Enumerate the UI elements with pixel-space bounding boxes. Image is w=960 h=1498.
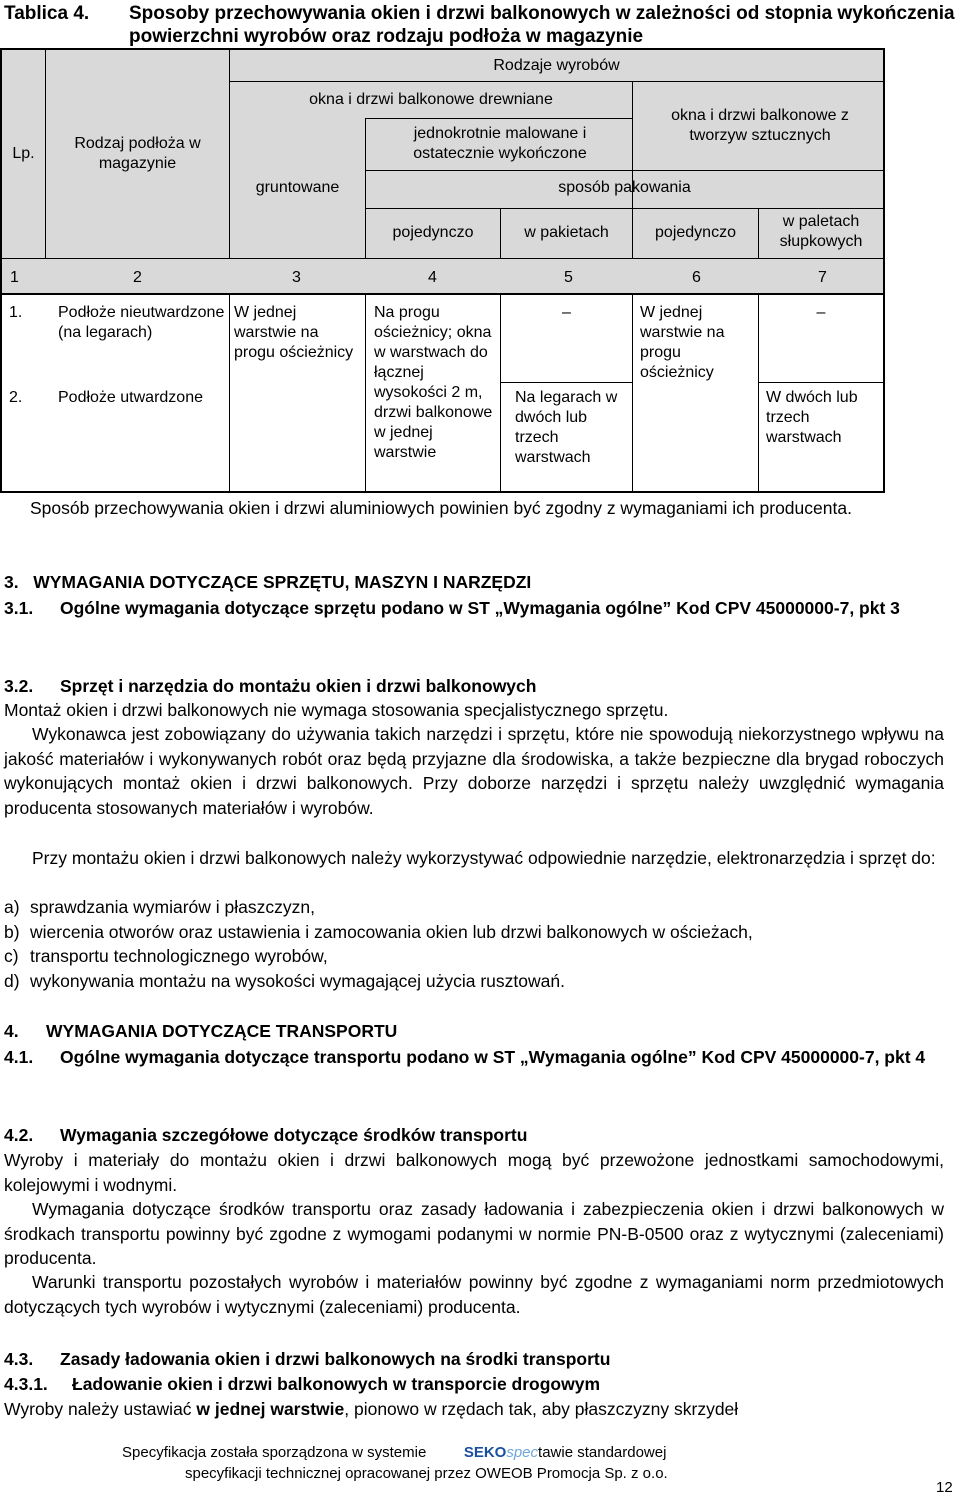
paragraph-wykonawca: Wykonawca jest zobowiązany do używania takich narzędzi i sprzętu, które nie spowodują niekorzystnego wpływu na jakość materiałów i wykonywanych robót oraz będą przyjazne dla środowiska, a także bezpieczne dla brygad roboczych wykonujących montaż okien i drzwi balkonowych. Przy doborze narzędzi i sprzętu należy uwzględnić wymagania producenta stosowanych materiałów i wyrobów. bbox=[4, 724, 944, 818]
cell-primed-single: W jednej warstwie na progu ościeżnicy bbox=[234, 304, 354, 361]
col-number-7: 7 bbox=[818, 269, 827, 286]
tool-list bbox=[4, 895, 944, 993]
paragraph-wymagania: Wymagania dotyczące środków transportu oraz zasady ładowania i zabezpieczenia okien i drzwi balkonowych w środkach transportu powinny być zgodne z wymogami podanymi w normie PN-B-0500 oraz z wytycznymi (zaleceniami) producenta. bbox=[4, 1199, 944, 1268]
col-number-6: 6 bbox=[692, 269, 701, 286]
row2-number: 2. bbox=[9, 389, 23, 406]
row2-substrate: Podłoże utwardzone bbox=[58, 389, 203, 406]
list-item: b) wiercenia otworów oraz ustawienia i zamocowania okien lub drzwi balkonowych w ościeżach, bbox=[4, 921, 753, 942]
list-item: c) transportu technologicznego wyrobów, bbox=[4, 946, 328, 966]
list-item: d) wykonywania montażu na wysokości wymagającej użycia rusztowań. bbox=[4, 970, 565, 991]
storage-table bbox=[0, 48, 960, 493]
header-plastic: okna i drzwi balkonowe z tworzyw sztucznych bbox=[671, 107, 849, 144]
header-lp: Lp. bbox=[12, 145, 35, 162]
cell-plastic-single: W jednej warstwie na progu ościeżnicy bbox=[640, 304, 725, 381]
header-product-types: Rodzaje wyrobów bbox=[493, 57, 620, 74]
section-4-heading: 4. WYMAGANIA DOTYCZĄCE TRANSPORTU bbox=[4, 1021, 398, 1041]
header-packets: w pakietach bbox=[524, 224, 609, 241]
col-number-3: 3 bbox=[292, 269, 301, 286]
header-single-1: pojedynczo bbox=[392, 224, 474, 241]
paragraph-montaz: Montaż okien i drzwi balkonowych nie wymaga stosowania specjalistycznego sprzętu. bbox=[4, 700, 669, 720]
header-substrate: Rodzaj podłoża w magazynie bbox=[74, 135, 201, 172]
cell-packets-row1: – bbox=[562, 304, 571, 321]
section-3-1-heading: 3.1. Ogólne wymagania dotyczące sprzętu podano w ST „Wymagania ogólne” Kod CPV 45000000-7, pkt 3 bbox=[4, 598, 900, 618]
paragraph-ustawianie: Wyroby należy ustawiać w jednej warstwie, pionowo w rzędach tak, aby płaszczyzny skrzydeł bbox=[4, 1399, 739, 1419]
section-3-heading: 3. WYMAGANIA DOTYCZĄCE SPRZĘTU, MASZYN I NARZĘDZI bbox=[4, 572, 532, 592]
footer-line-2: specyfikacji technicznej opracowanej przez OWEOB Promocja Sp. z o.o. bbox=[185, 1465, 668, 1482]
col-number-2: 2 bbox=[133, 269, 142, 286]
header-packing: sposób pakowania bbox=[558, 179, 691, 196]
page-number: 12 bbox=[936, 1479, 953, 1496]
cell-pallets-row2: W dwóch lub trzech warstwach bbox=[766, 389, 858, 446]
paragraph-warunki: Warunki transportu pozostałych wyrobów i materiałów powinny być zgodne z wymaganiami norm przedmiotowych dotyczących tych wyrobów i wytycznymi (zaleceniami) producenta. bbox=[4, 1272, 944, 1317]
list-item: a) sprawdzania wymiarów i płaszczyzn, bbox=[4, 897, 315, 917]
col-number-5: 5 bbox=[564, 269, 573, 286]
cell-painted-single: Na progu ościeżnicy; okna w warstwach do łącznej wysokości 2 m, drzwi balkonowe w jednej warstwie bbox=[374, 304, 493, 461]
cell-packets-row2: Na legarach w dwóch lub trzech warstwach bbox=[515, 389, 618, 466]
header-primed: gruntowane bbox=[255, 179, 340, 196]
header-pallets: w paletach słupkowych bbox=[779, 213, 863, 250]
paragraph-wyroby: Wyroby i materiały do montażu okien i drzwi balkonowych mogą być przewożone jednostkami samochodowymi, kolejowymi i wodnymi. bbox=[4, 1150, 944, 1195]
row1-substrate: Podłoże nieutwardzone (na legarach) bbox=[58, 304, 225, 341]
table-caption: Sposoby przechowywania okien i drzwi balkonowych w zależności od stopnia wykończenia powierzchni wyrobów oraz rodzaju podłoża w magazynie bbox=[129, 3, 955, 47]
paragraph-aluminium: Sposób przechowywania okien i drzwi aluminiowych powinien być zgodny z wymaganiami ich producenta. bbox=[30, 498, 852, 518]
col-number-4: 4 bbox=[428, 269, 437, 286]
col-number-1: 1 bbox=[10, 269, 19, 286]
section-3-2-heading: 3.2. Sprzęt i narzędzia do montażu okien i drzwi balkonowych bbox=[4, 676, 537, 696]
header-single-2: pojedynczo bbox=[655, 224, 736, 241]
row1-number: 1. bbox=[9, 304, 23, 321]
table-number: Tablica 4. bbox=[4, 3, 90, 24]
footer-line-1: Specyfikacja została sporządzona w systemie SEKOspectawie standardowej bbox=[122, 1444, 667, 1461]
header-painted: jednokrotnie malowane i ostatecznie wykończone bbox=[413, 125, 587, 162]
section-4-2-heading: 4.2. Wymagania szczegółowe dotyczące środków transportu bbox=[4, 1125, 528, 1145]
section-4-1-heading: 4.1. Ogólne wymagania dotyczące transportu podano w ST „Wymagania ogólne” Kod CPV 45000000-7, pkt 4 bbox=[4, 1047, 926, 1067]
sekospec-logo: SEKO bbox=[463, 1444, 507, 1461]
header-wooden: okna i drzwi balkonowe drewniane bbox=[309, 91, 553, 108]
paragraph-przy-montazu: Przy montażu okien i drzwi balkonowych należy wykorzystywać odpowiednie narzędzie, elektronarzędzia i sprzęt do: bbox=[32, 848, 936, 868]
cell-pallets-row1: – bbox=[816, 304, 826, 321]
section-4-3-heading: 4.3. Zasady ładowania okien i drzwi balkonowych na środki transportu bbox=[4, 1349, 611, 1369]
section-4-3-1-heading: 4.3.1. Ładowanie okien i drzwi balkonowych w transporcie drogowym bbox=[4, 1374, 601, 1394]
